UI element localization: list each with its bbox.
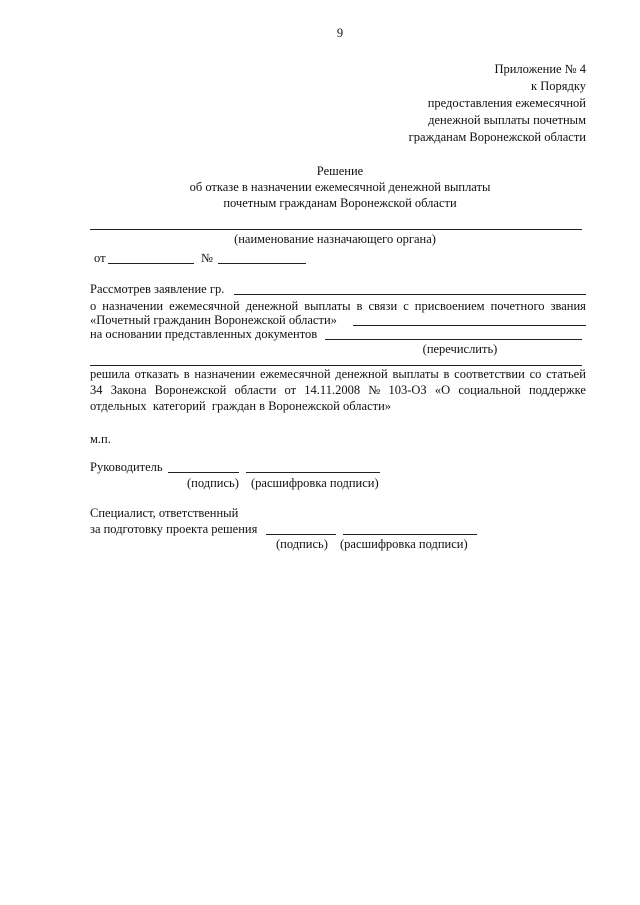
appendix-line-3: предоставления ежемесячной — [427, 96, 586, 110]
organ-name-line[interactable] — [90, 229, 582, 230]
enumerate-caption: (перечислить) — [422, 342, 498, 356]
title-line-2: об отказе в назначении ежемесячной денежной выплаты — [189, 180, 491, 194]
appendix-line-5: гражданам Воронежской области — [408, 130, 586, 144]
considered-label: Рассмотрев заявление гр. — [90, 282, 225, 296]
title-quote-line[interactable] — [353, 325, 586, 326]
specialist-decoding-line[interactable] — [343, 534, 477, 535]
organ-caption: (наименование назначающего органа) — [234, 232, 436, 246]
appendix-line-2: к Порядку — [531, 79, 586, 93]
title-line-3: почетным гражданам Воронежской области — [223, 196, 457, 210]
head-signature-line[interactable] — [168, 472, 239, 473]
date-line[interactable] — [108, 263, 194, 264]
head-signature-caption: (подпись) — [187, 476, 239, 490]
decision-line-3: отдельных категорий граждан в Воронежской области» — [90, 399, 392, 413]
appendix-line-4: денежной выплаты почетным — [428, 113, 586, 127]
date-label: от — [94, 251, 106, 265]
stamp-label: м.п. — [90, 432, 111, 446]
document-title: Решение — [316, 164, 364, 178]
number-label: № — [201, 251, 213, 265]
head-label: Руководитель — [90, 460, 163, 474]
specialist-signature-line[interactable] — [266, 534, 336, 535]
head-decoding-line[interactable] — [246, 472, 380, 473]
applicant-name-line[interactable] — [234, 294, 586, 295]
specialist-label-2: за подготовку проекта решения — [90, 522, 258, 536]
page-number: 9 — [336, 26, 344, 40]
specialist-signature-caption: (подпись) — [276, 537, 328, 551]
number-line[interactable] — [218, 263, 306, 264]
head-decoding-caption: (расшифровка подписи) — [251, 476, 379, 490]
decision-line-1: решила отказать в назначении ежемесячной денежной выплаты в соответствии со статьей — [90, 367, 586, 381]
appendix-line-1: Приложение № 4 — [494, 62, 586, 76]
documents-line[interactable] — [325, 339, 582, 340]
basis-label: на основании представленных документов — [90, 327, 318, 341]
title-quote: «Почетный гражданин Воронежской области» — [90, 313, 337, 327]
specialist-label-1: Специалист, ответственный — [90, 506, 239, 520]
decision-line-2: 34 Закона Воронежской области от 14.11.2008 № 103-ОЗ «О социальной поддержке — [90, 383, 586, 397]
specialist-decoding-caption: (расшифровка подписи) — [340, 537, 468, 551]
about-line: о назначении ежемесячной денежной выплаты в связи с присвоением почетного звания — [90, 299, 586, 313]
documents-line-2[interactable] — [90, 365, 582, 366]
